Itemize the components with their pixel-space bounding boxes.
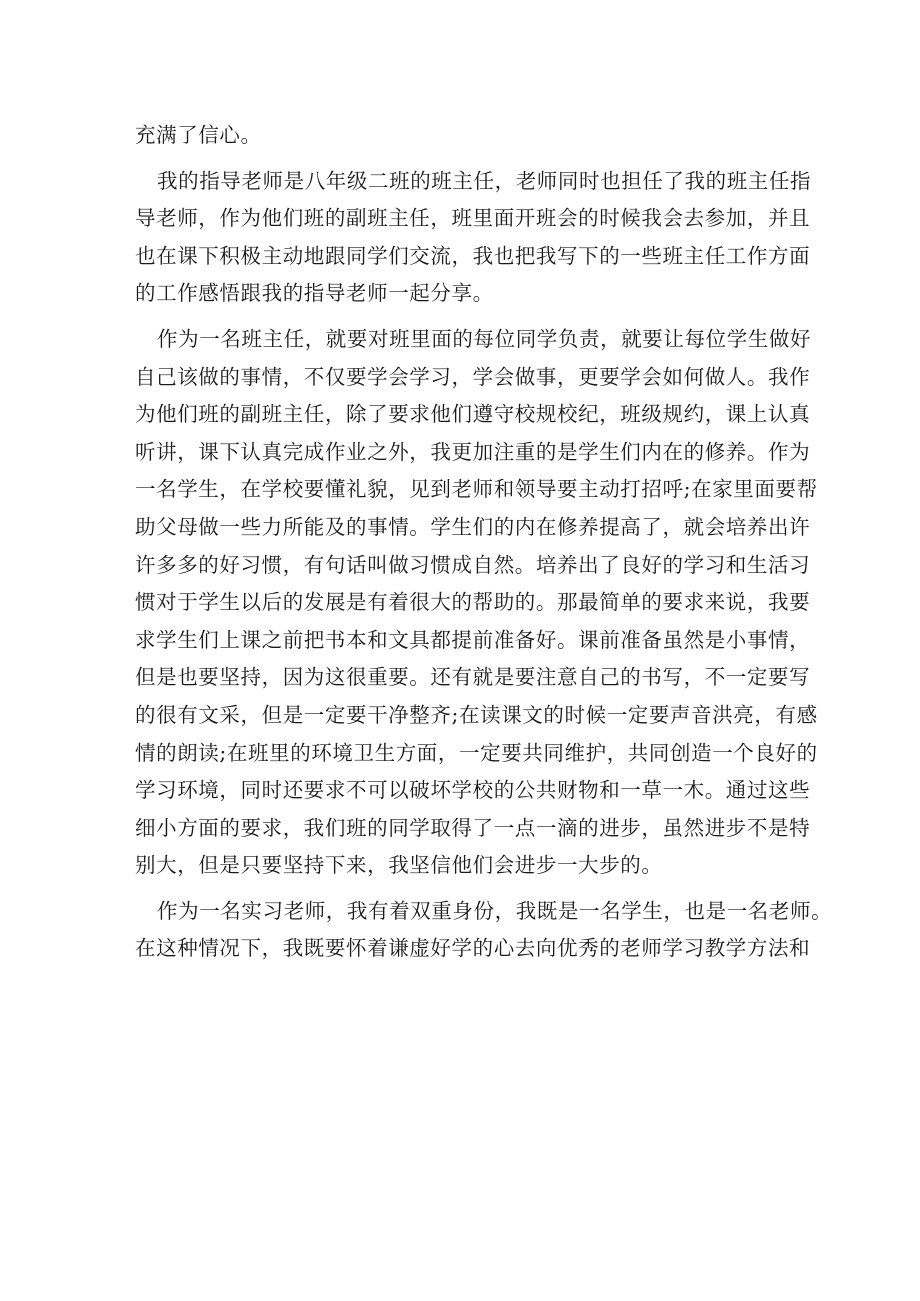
text-line: 我的指导老师是八年级二班的班主任，老师同时也担任了我的班主任指 (157, 168, 812, 193)
text-line: 的工作感悟跟我的指导老师一起分享。 (135, 281, 494, 306)
text-line: 助父母做一些力所能及的事情。学生们的内在修养提高了，就会培养出许 (135, 514, 811, 539)
text-line: 学习环境，同时还要求不可以破坏学校的公共财物和一草一木。通过这些 (135, 778, 811, 803)
text-line: 在这种情况下，我既要怀着谦虚好学的心去向优秀的老师学习教学方法和 (135, 936, 811, 961)
document-body (135, 117, 833, 968)
paragraph-gap (135, 313, 795, 321)
text-line: 导老师，作为他们班的副班主任，班里面开班会的时候我会去参加，并且 (135, 206, 811, 231)
text-line: 也在课下积极主动地跟同学们交流，我也把我写下的一些班主任工作方面 (135, 243, 811, 268)
text-line: 作为一名实习老师，我有着双重身份，我既是一名学生，也是一名老师。 (157, 898, 833, 923)
text-line: 听讲，课下认真完成作业之外，我更加注重的是学生们内在的修养。作为 (135, 439, 811, 464)
text-line: 的很有文采，但是一定要干净整齐;在读课文的时候一定要声音洪亮，有感 (135, 702, 818, 727)
text-line: 充满了信心。 (135, 123, 262, 147)
text-line: 为他们班的副班主任，除了要求他们遵守校规校纪，班级规约，课上认真 (135, 402, 811, 427)
paragraph-gap (135, 155, 795, 163)
text-line: 但是也要坚持，因为这很重要。还有就是要注意自己的书写，不一定要写 (135, 665, 811, 690)
text-line: 别大，但是只要坚持下来，我坚信他们会进步一大步的。 (135, 853, 663, 878)
text-line: 自己该做的事情，不仅要学会学习，学会做事，更要学会如何做人。我作 (135, 364, 811, 389)
paragraph-gap (135, 885, 795, 893)
text-line: 惯对于学生以后的发展是有着很大的帮助的。那最简单的要求来说，我要 (135, 590, 811, 615)
text-line: 细小方面的要求，我们班的同学取得了一点一滴的进步，虽然进步不是特 (135, 815, 811, 840)
text-line: 一名学生，在学校要懂礼貌，见到老师和领导要主动打招呼;在家里面要帮 (135, 477, 818, 502)
text-line: 作为一名班主任，就要对班里面的每位同学负责，就要让每位学生做好 (157, 326, 812, 351)
text-line: 求学生们上课之前把书本和文具都提前准备好。课前准备虽然是小事情， (135, 627, 811, 652)
text-line: 情的朗读;在班里的环境卫生方面，一定要共同维护，共同创造一个良好的 (135, 740, 818, 765)
text-line: 许多多的好习惯，有句话叫做习惯成自然。培养出了良好的学习和生活习 (135, 552, 811, 577)
